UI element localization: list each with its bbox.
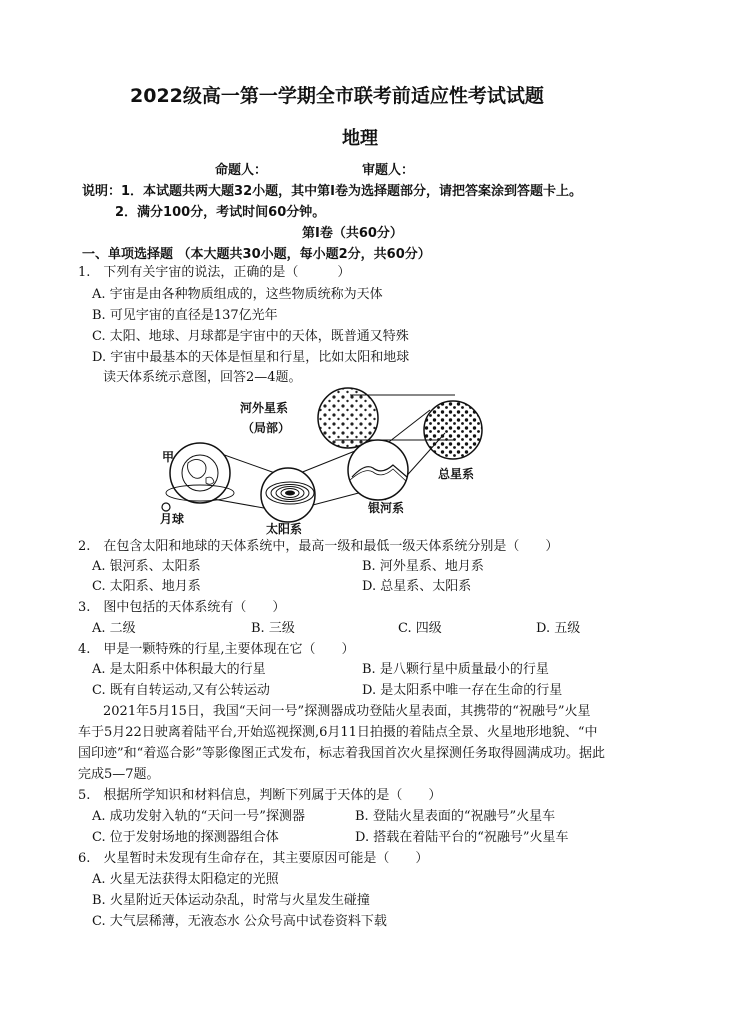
option: D. 搭载在着陆平台的“祝融号”火星车: [355, 830, 569, 845]
section-title: 一、单项选择题 （本大题共30小题，每小题2分，共60分）: [82, 247, 431, 262]
option: B. 火星附近天体运动杂乱，时常与火星发生碰撞: [92, 893, 370, 908]
passage-line: 2021年5月15日，我国“天问一号”探测器成功登陆火星表面，其携带的“祝融号”火星: [103, 704, 591, 719]
passage-line: 车于5月22日驶离着陆平台,开始巡视探测,6月11日拍摄的着陆点全景、火星地形地貌、“中: [78, 725, 598, 740]
option: B. 河外星系、地月系: [362, 559, 484, 574]
option: C. 太阳、地球、月球都是宇宙中的天体，既普通又特殊: [92, 329, 409, 344]
question-stem: 3. 图中包括的天体系统有（ ）: [78, 600, 286, 615]
option: C. 大气层稀薄，无液态水 公众号高中试卷资料下载: [92, 914, 387, 929]
option: A. 银河系、太阳系: [92, 559, 201, 574]
option: B. 是八颗行星中质量最小的行星: [362, 662, 549, 677]
celestial-system-diagram: [160, 385, 490, 535]
option: A. 宇宙是由各种物质组成的，这些物质统称为天体: [92, 287, 383, 302]
label-universe: 总星系: [438, 467, 475, 481]
option: C. 位于发射场地的探测器组合体: [92, 830, 279, 845]
passage-line: 完成5—7题。: [78, 767, 160, 782]
label-outer-galaxy: 河外星系: [240, 401, 289, 415]
option: C. 既有自转运动,又有公转运动: [92, 683, 270, 698]
read-diagram-prompt: 读天体系统示意图，回答2—4题。: [103, 370, 302, 385]
universe-circle: [424, 401, 482, 459]
label-partial: （局部）: [242, 421, 291, 435]
option: C. 四级: [398, 621, 442, 636]
option: A. 是太阳系中体积最大的行星: [92, 662, 266, 677]
question-stem: 1. 下列有关宇宙的说法，正确的是（ ）: [78, 265, 351, 280]
setter-label: 命题人：: [215, 163, 268, 178]
instruction-line: 2．满分100分，考试时间60分钟。: [115, 205, 326, 220]
option: A. 成功发射入轨的“天问一号”探测器: [92, 809, 305, 824]
label-milky-way: 银河系: [368, 501, 405, 515]
outer-galaxy-circle: [318, 388, 378, 448]
page-title: 2022级高一第一学期全市联考前适应性考试试题: [130, 85, 544, 107]
question-stem: 2. 在包含太阳和地球的天体系统中，最高一级和最低一级天体系统分别是（ ）: [78, 539, 559, 554]
option: D. 是太阳系中唯一存在生命的行星: [362, 683, 563, 698]
option: D. 宇宙中最基本的天体是恒星和行星，比如太阳和地球: [92, 350, 410, 365]
option: C. 太阳系、地月系: [92, 579, 201, 594]
option: B. 三级: [251, 621, 295, 636]
label-solar-system: 太阳系: [266, 522, 303, 535]
volume-title: 第Ⅰ卷（共60分）: [302, 226, 403, 241]
option: D. 五级: [536, 621, 581, 636]
instruction-line: 说明：1．本试题共两大题32小题，其中第Ⅰ卷为选择题部分，请把答案涂到答题卡上。: [82, 184, 582, 199]
option: A. 火星无法获得太阳稳定的光照: [92, 872, 279, 887]
subject-title: 地理: [342, 128, 378, 149]
option: A. 二级: [92, 621, 136, 636]
option: D. 总星系、太阳系: [362, 579, 472, 594]
option: B. 可见宇宙的直径是137亿光年: [92, 308, 278, 323]
reviewer-label: 审题人：: [362, 163, 415, 178]
option: B. 登陆火星表面的“祝融号”火星车: [355, 809, 556, 824]
label-moon: 月球: [160, 512, 185, 526]
question-stem: 4. 甲是一颗特殊的行星,主要体现在它（ ）: [78, 642, 355, 657]
label-jia: 甲: [162, 450, 175, 464]
question-stem: 5. 根据所学知识和材料信息，判断下列属于天体的是（ ）: [78, 788, 442, 803]
question-stem: 6. 火星暂时未发现有生命存在，其主要原因可能是（ ）: [78, 851, 429, 866]
passage-line: 国印迹”和“着巡合影”等影像图正式发布，标志着我国首次火星探测任务取得圆满成功。据此: [78, 746, 605, 761]
